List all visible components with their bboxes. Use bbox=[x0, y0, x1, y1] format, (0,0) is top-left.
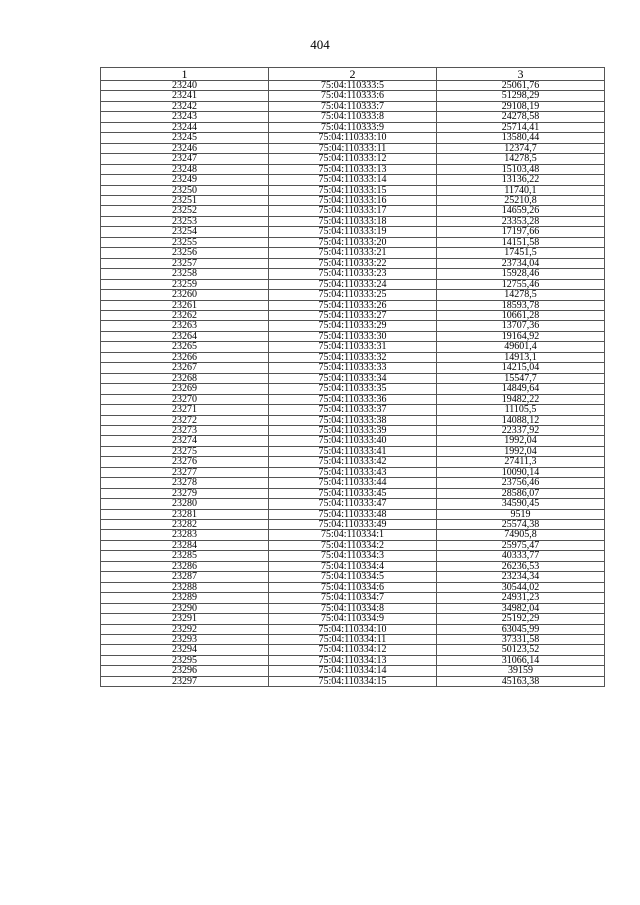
row-number-cell: 23269 bbox=[101, 384, 269, 394]
table-row bbox=[101, 216, 605, 226]
table-row bbox=[101, 81, 605, 91]
cadastral-number-cell: 75:04:110333:10 bbox=[269, 133, 437, 143]
data-table bbox=[100, 67, 605, 687]
table-row bbox=[101, 91, 605, 101]
table-row bbox=[101, 509, 605, 519]
value-cell: 12755,46 bbox=[437, 279, 605, 289]
value-cell: 39159 bbox=[437, 666, 605, 676]
cadastral-number-cell: 75:04:110333:11 bbox=[269, 143, 437, 153]
value-cell: 1992,04 bbox=[437, 446, 605, 456]
table-row bbox=[101, 405, 605, 415]
cadastral-number-cell: 75:04:110333:40 bbox=[269, 436, 437, 446]
value-cell: 13580,44 bbox=[437, 133, 605, 143]
row-number-cell: 23283 bbox=[101, 530, 269, 540]
row-number-cell: 23252 bbox=[101, 206, 269, 216]
table-row bbox=[101, 561, 605, 571]
value-cell: 23756,46 bbox=[437, 478, 605, 488]
cadastral-number-cell: 75:04:110333:21 bbox=[269, 248, 437, 258]
table-row bbox=[101, 655, 605, 665]
table-row bbox=[101, 290, 605, 300]
row-number-cell: 23284 bbox=[101, 540, 269, 550]
value-cell: 34982,04 bbox=[437, 603, 605, 613]
cadastral-number-cell: 75:04:110333:49 bbox=[269, 520, 437, 530]
table-body bbox=[101, 81, 605, 687]
value-cell: 30544,02 bbox=[437, 582, 605, 592]
cadastral-number-cell: 75:04:110333:15 bbox=[269, 185, 437, 195]
value-cell: 63045,99 bbox=[437, 624, 605, 634]
row-number-cell: 23278 bbox=[101, 478, 269, 488]
value-cell: 10090,14 bbox=[437, 467, 605, 477]
value-cell: 14088,12 bbox=[437, 415, 605, 425]
cadastral-number-cell: 75:04:110334:15 bbox=[269, 676, 437, 686]
row-number-cell: 23264 bbox=[101, 331, 269, 341]
cadastral-number-cell: 75:04:110333:36 bbox=[269, 394, 437, 404]
value-cell: 14659,26 bbox=[437, 206, 605, 216]
value-cell: 14913,1 bbox=[437, 352, 605, 362]
cadastral-number-cell: 75:04:110333:42 bbox=[269, 457, 437, 467]
table-header-row bbox=[101, 68, 605, 81]
value-cell: 12374,7 bbox=[437, 143, 605, 153]
value-cell: 15928,46 bbox=[437, 269, 605, 279]
cadastral-number-cell: 75:04:110333:23 bbox=[269, 269, 437, 279]
row-number-cell: 23263 bbox=[101, 321, 269, 331]
value-cell: 18593,78 bbox=[437, 300, 605, 310]
cadastral-number-cell: 75:04:110333:22 bbox=[269, 258, 437, 268]
value-cell: 14151,58 bbox=[437, 237, 605, 247]
row-number-cell: 23288 bbox=[101, 582, 269, 592]
value-cell: 19164,92 bbox=[437, 331, 605, 341]
row-number-cell: 23256 bbox=[101, 248, 269, 258]
table-row bbox=[101, 582, 605, 592]
cadastral-number-cell: 75:04:110334:3 bbox=[269, 551, 437, 561]
cadastral-number-cell: 75:04:110333:19 bbox=[269, 227, 437, 237]
cadastral-number-cell: 75:04:110333:8 bbox=[269, 112, 437, 122]
cadastral-number-cell: 75:04:110334:6 bbox=[269, 582, 437, 592]
table-row bbox=[101, 593, 605, 603]
table-row bbox=[101, 530, 605, 540]
value-cell: 11105,5 bbox=[437, 405, 605, 415]
cadastral-number-cell: 75:04:110334:13 bbox=[269, 655, 437, 665]
table-row bbox=[101, 352, 605, 362]
cadastral-number-cell: 75:04:110333:27 bbox=[269, 310, 437, 320]
cadastral-number-cell: 75:04:110333:34 bbox=[269, 373, 437, 383]
cadastral-number-cell: 75:04:110333:35 bbox=[269, 384, 437, 394]
value-cell: 23353,28 bbox=[437, 216, 605, 226]
cadastral-number-cell: 75:04:110333:17 bbox=[269, 206, 437, 216]
value-cell: 9519 bbox=[437, 509, 605, 519]
value-cell: 25975,47 bbox=[437, 540, 605, 550]
table-row bbox=[101, 310, 605, 320]
table-row bbox=[101, 112, 605, 122]
cadastral-number-cell: 75:04:110333:25 bbox=[269, 290, 437, 300]
row-number-cell: 23282 bbox=[101, 520, 269, 530]
table-row bbox=[101, 467, 605, 477]
cadastral-number-cell: 75:04:110334:12 bbox=[269, 645, 437, 655]
value-cell: 29108,19 bbox=[437, 101, 605, 111]
value-cell: 1992,04 bbox=[437, 436, 605, 446]
row-number-cell: 23285 bbox=[101, 551, 269, 561]
table-row bbox=[101, 154, 605, 164]
cadastral-number-cell: 75:04:110334:1 bbox=[269, 530, 437, 540]
value-cell: 10661,28 bbox=[437, 310, 605, 320]
cadastral-number-cell: 75:04:110333:6 bbox=[269, 91, 437, 101]
table-row bbox=[101, 342, 605, 352]
row-number-cell: 23259 bbox=[101, 279, 269, 289]
row-number-cell: 23271 bbox=[101, 405, 269, 415]
cadastral-number-cell: 75:04:110334:14 bbox=[269, 666, 437, 676]
cadastral-number-cell: 75:04:110333:39 bbox=[269, 425, 437, 435]
cadastral-number-cell: 75:04:110333:26 bbox=[269, 300, 437, 310]
row-number-cell: 23243 bbox=[101, 112, 269, 122]
cadastral-number-cell: 75:04:110333:16 bbox=[269, 195, 437, 205]
row-number-cell: 23265 bbox=[101, 342, 269, 352]
value-cell: 49601,4 bbox=[437, 342, 605, 352]
table-row bbox=[101, 185, 605, 195]
table-row bbox=[101, 363, 605, 373]
cadastral-number-cell: 75:04:110333:24 bbox=[269, 279, 437, 289]
cadastral-number-cell: 75:04:110333:18 bbox=[269, 216, 437, 226]
table-row bbox=[101, 237, 605, 247]
row-number-cell: 23295 bbox=[101, 655, 269, 665]
value-cell: 25210,8 bbox=[437, 195, 605, 205]
row-number-cell: 23255 bbox=[101, 237, 269, 247]
cadastral-number-cell: 75:04:110333:38 bbox=[269, 415, 437, 425]
table-row bbox=[101, 666, 605, 676]
row-number-cell: 23246 bbox=[101, 143, 269, 153]
value-cell: 22337,92 bbox=[437, 425, 605, 435]
cadastral-number-cell: 75:04:110333:29 bbox=[269, 321, 437, 331]
value-cell: 51298,29 bbox=[437, 91, 605, 101]
cadastral-number-cell: 75:04:110333:9 bbox=[269, 122, 437, 132]
row-number-cell: 23280 bbox=[101, 499, 269, 509]
table-row bbox=[101, 373, 605, 383]
row-number-cell: 23279 bbox=[101, 488, 269, 498]
cadastral-number-cell: 75:04:110333:20 bbox=[269, 237, 437, 247]
row-number-cell: 23289 bbox=[101, 593, 269, 603]
cadastral-number-cell: 75:04:110333:5 bbox=[269, 81, 437, 91]
cadastral-number-cell: 75:04:110333:31 bbox=[269, 342, 437, 352]
table-row bbox=[101, 551, 605, 561]
table-row bbox=[101, 279, 605, 289]
value-cell: 34590,45 bbox=[437, 499, 605, 509]
cadastral-number-cell: 75:04:110334:8 bbox=[269, 603, 437, 613]
table-row bbox=[101, 321, 605, 331]
row-number-cell: 23241 bbox=[101, 91, 269, 101]
value-cell: 19482,22 bbox=[437, 394, 605, 404]
value-cell: 14215,04 bbox=[437, 363, 605, 373]
value-cell: 25574,38 bbox=[437, 520, 605, 530]
table-row bbox=[101, 572, 605, 582]
cadastral-number-cell: 75:04:110333:44 bbox=[269, 478, 437, 488]
table-row bbox=[101, 457, 605, 467]
value-cell: 40333,77 bbox=[437, 551, 605, 561]
value-cell: 37331,58 bbox=[437, 635, 605, 645]
cadastral-number-cell: 75:04:110334:5 bbox=[269, 572, 437, 582]
cadastral-number-cell: 75:04:110333:45 bbox=[269, 488, 437, 498]
value-cell: 25714,41 bbox=[437, 122, 605, 132]
value-cell: 15547,7 bbox=[437, 373, 605, 383]
column-header-1: 1 bbox=[101, 68, 269, 81]
table-row bbox=[101, 540, 605, 550]
row-number-cell: 23293 bbox=[101, 635, 269, 645]
table-row bbox=[101, 415, 605, 425]
row-number-cell: 23245 bbox=[101, 133, 269, 143]
table-row bbox=[101, 478, 605, 488]
value-cell: 23734,04 bbox=[437, 258, 605, 268]
row-number-cell: 23251 bbox=[101, 195, 269, 205]
table-row bbox=[101, 488, 605, 498]
row-number-cell: 23270 bbox=[101, 394, 269, 404]
table-row bbox=[101, 258, 605, 268]
table-row bbox=[101, 384, 605, 394]
table-row bbox=[101, 676, 605, 686]
row-number-cell: 23257 bbox=[101, 258, 269, 268]
table-row bbox=[101, 269, 605, 279]
value-cell: 15103,48 bbox=[437, 164, 605, 174]
table-row bbox=[101, 499, 605, 509]
row-number-cell: 23268 bbox=[101, 373, 269, 383]
row-number-cell: 23273 bbox=[101, 425, 269, 435]
row-number-cell: 23247 bbox=[101, 154, 269, 164]
row-number-cell: 23275 bbox=[101, 446, 269, 456]
table-row bbox=[101, 101, 605, 111]
row-number-cell: 23244 bbox=[101, 122, 269, 132]
table-row bbox=[101, 331, 605, 341]
cadastral-number-cell: 75:04:110333:33 bbox=[269, 363, 437, 373]
row-number-cell: 23242 bbox=[101, 101, 269, 111]
row-number-cell: 23249 bbox=[101, 175, 269, 185]
table-row bbox=[101, 645, 605, 655]
row-number-cell: 23258 bbox=[101, 269, 269, 279]
value-cell: 50123,52 bbox=[437, 645, 605, 655]
value-cell: 74905,8 bbox=[437, 530, 605, 540]
column-header-3: 3 bbox=[437, 68, 605, 81]
cadastral-number-cell: 75:04:110333:13 bbox=[269, 164, 437, 174]
cadastral-number-cell: 75:04:110334:11 bbox=[269, 635, 437, 645]
page-number: 404 bbox=[310, 37, 330, 52]
cadastral-number-cell: 75:04:110333:41 bbox=[269, 446, 437, 456]
value-cell: 25192,29 bbox=[437, 614, 605, 624]
row-number-cell: 23262 bbox=[101, 310, 269, 320]
cadastral-number-cell: 75:04:110333:30 bbox=[269, 331, 437, 341]
row-number-cell: 23297 bbox=[101, 676, 269, 686]
cadastral-number-cell: 75:04:110334:10 bbox=[269, 624, 437, 634]
value-cell: 26236,53 bbox=[437, 561, 605, 571]
table-row bbox=[101, 614, 605, 624]
row-number-cell: 23240 bbox=[101, 81, 269, 91]
table-row bbox=[101, 300, 605, 310]
table-row bbox=[101, 164, 605, 174]
cadastral-number-cell: 75:04:110333:7 bbox=[269, 101, 437, 111]
row-number-cell: 23281 bbox=[101, 509, 269, 519]
cadastral-number-cell: 75:04:110334:9 bbox=[269, 614, 437, 624]
value-cell: 14278,5 bbox=[437, 154, 605, 164]
table-row bbox=[101, 520, 605, 530]
row-number-cell: 23286 bbox=[101, 561, 269, 571]
row-number-cell: 23274 bbox=[101, 436, 269, 446]
table-row bbox=[101, 143, 605, 153]
row-number-cell: 23248 bbox=[101, 164, 269, 174]
row-number-cell: 23260 bbox=[101, 290, 269, 300]
cadastral-number-cell: 75:04:110333:12 bbox=[269, 154, 437, 164]
table-row bbox=[101, 133, 605, 143]
value-cell: 14849,64 bbox=[437, 384, 605, 394]
cadastral-number-cell: 75:04:110333:43 bbox=[269, 467, 437, 477]
value-cell: 17451,5 bbox=[437, 248, 605, 258]
cadastral-number-cell: 75:04:110334:2 bbox=[269, 540, 437, 550]
cadastral-number-cell: 75:04:110333:32 bbox=[269, 352, 437, 362]
row-number-cell: 23253 bbox=[101, 216, 269, 226]
table-row bbox=[101, 195, 605, 205]
table-row bbox=[101, 635, 605, 645]
row-number-cell: 23266 bbox=[101, 352, 269, 362]
row-number-cell: 23290 bbox=[101, 603, 269, 613]
cadastral-number-cell: 75:04:110334:4 bbox=[269, 561, 437, 571]
value-cell: 24931,23 bbox=[437, 593, 605, 603]
cadastral-number-cell: 75:04:110333:37 bbox=[269, 405, 437, 415]
value-cell: 14278,5 bbox=[437, 290, 605, 300]
cadastral-number-cell: 75:04:110333:14 bbox=[269, 175, 437, 185]
value-cell: 13136,22 bbox=[437, 175, 605, 185]
table-row bbox=[101, 206, 605, 216]
value-cell: 23234,34 bbox=[437, 572, 605, 582]
value-cell: 11740,1 bbox=[437, 185, 605, 195]
value-cell: 24278,58 bbox=[437, 112, 605, 122]
row-number-cell: 23272 bbox=[101, 415, 269, 425]
row-number-cell: 23250 bbox=[101, 185, 269, 195]
row-number-cell: 23254 bbox=[101, 227, 269, 237]
cadastral-number-cell: 75:04:110333:48 bbox=[269, 509, 437, 519]
value-cell: 28586,07 bbox=[437, 488, 605, 498]
row-number-cell: 23291 bbox=[101, 614, 269, 624]
table-row bbox=[101, 436, 605, 446]
table-row bbox=[101, 425, 605, 435]
table-row bbox=[101, 624, 605, 634]
table-row bbox=[101, 394, 605, 404]
table-row bbox=[101, 446, 605, 456]
row-number-cell: 23294 bbox=[101, 645, 269, 655]
row-number-cell: 23276 bbox=[101, 457, 269, 467]
table-row bbox=[101, 603, 605, 613]
table-row bbox=[101, 175, 605, 185]
table-row bbox=[101, 122, 605, 132]
cadastral-number-cell: 75:04:110334:7 bbox=[269, 593, 437, 603]
table-row bbox=[101, 227, 605, 237]
row-number-cell: 23287 bbox=[101, 572, 269, 582]
value-cell: 13707,36 bbox=[437, 321, 605, 331]
cadastral-number-cell: 75:04:110333:47 bbox=[269, 499, 437, 509]
value-cell: 25061,76 bbox=[437, 81, 605, 91]
row-number-cell: 23277 bbox=[101, 467, 269, 477]
row-number-cell: 23296 bbox=[101, 666, 269, 676]
value-cell: 31066,14 bbox=[437, 655, 605, 665]
value-cell: 45163,38 bbox=[437, 676, 605, 686]
table-row bbox=[101, 248, 605, 258]
row-number-cell: 23292 bbox=[101, 624, 269, 634]
column-header-2: 2 bbox=[269, 68, 437, 81]
value-cell: 17197,66 bbox=[437, 227, 605, 237]
value-cell: 27411,3 bbox=[437, 457, 605, 467]
row-number-cell: 23261 bbox=[101, 300, 269, 310]
row-number-cell: 23267 bbox=[101, 363, 269, 373]
